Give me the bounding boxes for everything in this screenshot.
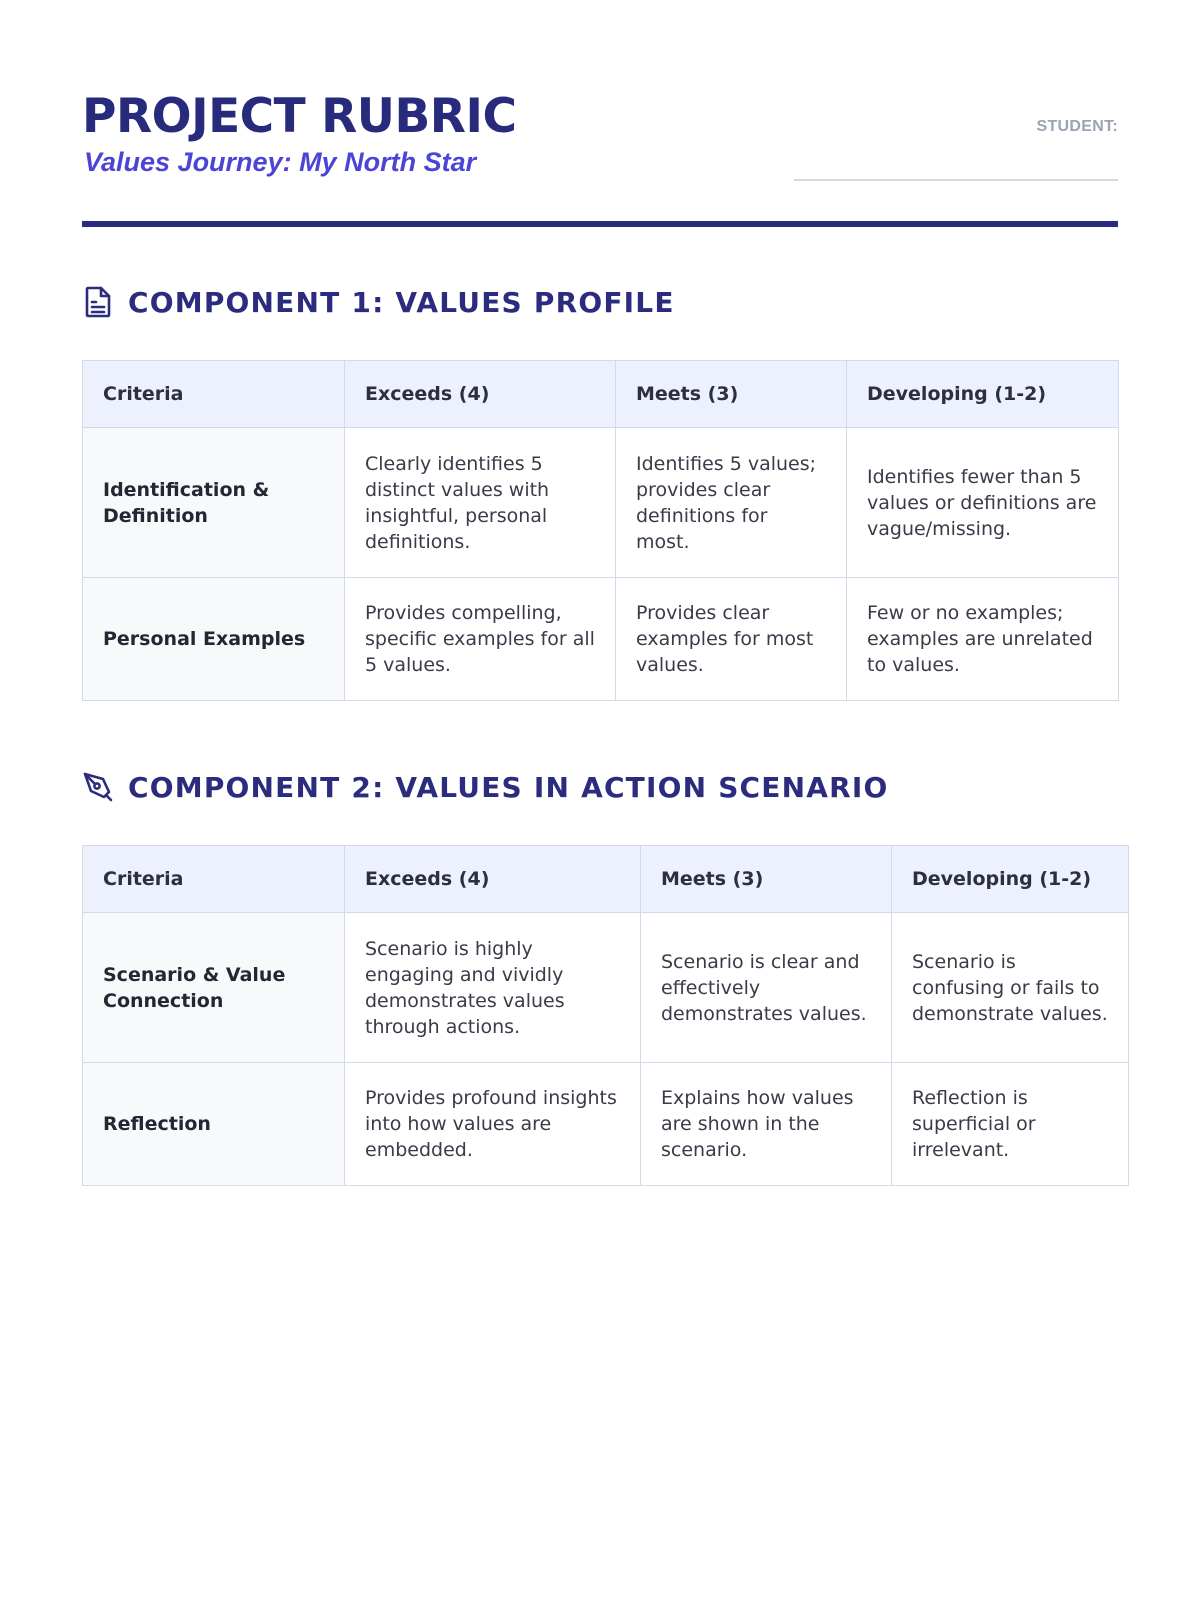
exceeds-cell: Provides profound insights into how values are embedded. — [345, 1063, 641, 1186]
exceeds-cell: Clearly identifies 5 distinct values with insightful, personal definitions. — [345, 428, 616, 578]
component-1-rubric-table — [82, 360, 1119, 701]
exceeds-cell: Scenario is highly engaging and vividly demonstrates values through actions. — [345, 913, 641, 1063]
developing-cell: Identifies fewer than 5 values or definitions are vague/missing. — [847, 428, 1119, 578]
pen-nib-icon — [82, 770, 114, 804]
component-2-rubric-table — [82, 845, 1129, 1186]
column-header-exceeds: Exceeds (4) — [345, 361, 616, 428]
header — [82, 80, 1118, 227]
header-divider — [82, 221, 1118, 227]
criteria-cell: Identification & Definition — [83, 428, 345, 578]
component-1-title: COMPONENT 1: VALUES PROFILE — [128, 285, 675, 319]
developing-cell: Reflection is superficial or irrelevant. — [892, 1063, 1129, 1186]
criteria-cell: Scenario & Value Connection — [83, 913, 345, 1063]
criteria-cell: Reflection — [83, 1063, 345, 1186]
document-icon — [82, 285, 114, 319]
meets-cell: Explains how values are shown in the scenario. — [641, 1063, 892, 1186]
criteria-cell: Personal Examples — [83, 578, 345, 701]
column-header-developing: Developing (1-2) — [892, 846, 1129, 913]
table-header-row — [83, 361, 1119, 428]
developing-cell: Few or no examples; examples are unrelated to values. — [847, 578, 1119, 701]
table-row — [83, 1063, 1129, 1186]
column-header-meets: Meets (3) — [616, 361, 847, 428]
student-label: STUDENT: — [1036, 118, 1118, 135]
developing-cell: Scenario is confusing or fails to demonstrate values. — [892, 913, 1129, 1063]
student-field[interactable] — [794, 80, 1118, 182]
meets-cell: Identifies 5 values; provides clear definitions for most. — [616, 428, 847, 578]
student-name-line[interactable] — [794, 179, 1118, 181]
column-header-developing: Developing (1-2) — [847, 361, 1119, 428]
column-header-meets: Meets (3) — [641, 846, 892, 913]
meets-cell: Scenario is clear and effectively demonstrates values. — [641, 913, 892, 1063]
table-row — [83, 428, 1119, 578]
column-header-criteria: Criteria — [83, 846, 345, 913]
component-1-heading — [82, 282, 1118, 322]
page-subtitle: Values Journey: My North Star — [84, 147, 477, 177]
exceeds-cell: Provides compelling, specific examples for all 5 values. — [345, 578, 616, 701]
table-header-row — [83, 846, 1129, 913]
column-header-exceeds: Exceeds (4) — [345, 846, 641, 913]
table-row — [83, 913, 1129, 1063]
table-row — [83, 578, 1119, 701]
component-2-title: COMPONENT 2: VALUES IN ACTION SCENARIO — [128, 770, 889, 804]
page-title: PROJECT RUBRIC — [82, 89, 517, 144]
column-header-criteria: Criteria — [83, 361, 345, 428]
meets-cell: Provides clear examples for most values. — [616, 578, 847, 701]
component-2-heading — [82, 767, 1118, 807]
